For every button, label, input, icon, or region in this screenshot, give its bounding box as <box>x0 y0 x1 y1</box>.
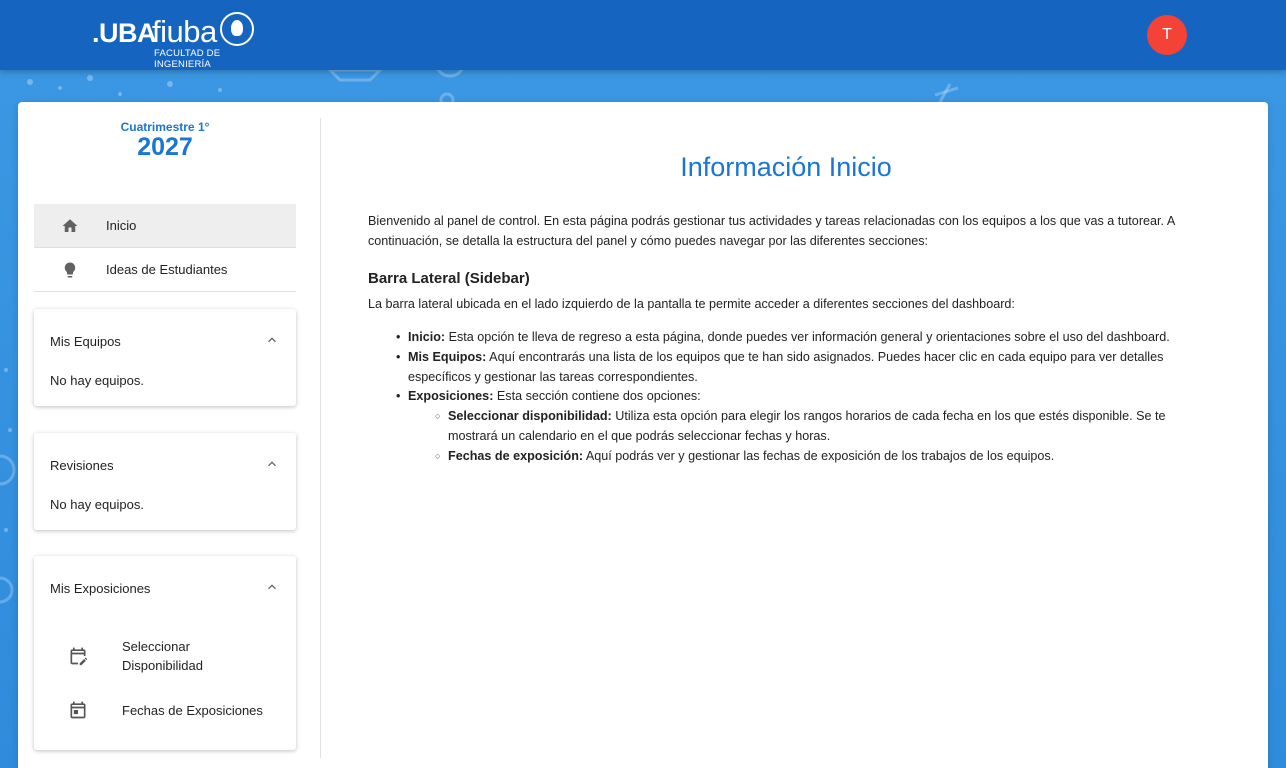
sidebar-description-list <box>368 328 1204 467</box>
sidebar-item-label: Inicio <box>106 218 137 233</box>
sidebar-divider <box>320 118 321 758</box>
home-icon <box>34 217 106 235</box>
term-year: 2027 <box>137 133 193 161</box>
user-avatar[interactable]: T <box>1147 15 1187 55</box>
logo-subtitle: FACULTAD DE INGENIERÍA <box>154 48 221 70</box>
main-card <box>18 102 1268 768</box>
sidebar <box>34 102 296 768</box>
top-app-bar <box>0 0 1286 70</box>
panel-revisiones <box>34 433 296 530</box>
sidebar-item-seleccionar-disponibilidad[interactable] <box>34 632 296 680</box>
panel-title: Revisiones <box>50 457 114 473</box>
list-item-text: Aquí encontrarás una lista de los equipos que te han sido asignados. Puedes hacer clic en cada equipo para ver detalles específicos y gestionar las tareas correspondientes. <box>408 349 1164 384</box>
sidebar-nav <box>34 204 296 292</box>
panel-empty-text: No hay equipos. <box>50 373 144 388</box>
list-item <box>408 348 1204 388</box>
sidebar-item-fechas-exposiciones[interactable] <box>34 686 296 734</box>
logo-uba-text: .UBA <box>92 18 156 48</box>
intro-paragraph: Bienvenido al panel de control. En esta página podrás gestionar tus actividades y tareas relacionadas con los equipos a los que vas a tutorear. A continuación, se detalla la estructura del panel y cómo puedes navegar por las diferentes secciones: <box>368 213 1175 248</box>
list-item-term: Fechas de exposición: <box>448 448 584 463</box>
section-intro: La barra lateral ubicada en el lado izquierdo de la pantalla te permite acceder a diferentes secciones del dashboard: <box>368 297 1015 312</box>
sub-list-item <box>448 447 1204 467</box>
term-label: Cuatrimestre 1° <box>120 120 210 134</box>
chevron-up-icon <box>264 332 280 351</box>
logo-fiuba-text: fiuba <box>152 14 217 49</box>
sidebar-item-inicio[interactable] <box>34 204 296 248</box>
page-title: Información Inicio <box>680 152 892 182</box>
chevron-up-icon <box>264 456 280 475</box>
sub-item-label: Fechas de Exposiciones <box>122 702 263 718</box>
term-info <box>34 120 296 162</box>
panel-title: Mis Equipos <box>50 333 121 349</box>
fiuba-logo[interactable] <box>92 12 262 70</box>
list-item-text: Utiliza esta opción para elegir los rangos horarios de cada fecha en los que estés disponible. Se te mostrará un calendario en el que podrás seleccionar fechas y horas. <box>448 409 1166 443</box>
panel-mis-exposiciones <box>34 556 296 750</box>
sidebar-item-ideas[interactable] <box>34 248 296 292</box>
sub-list <box>408 407 1204 466</box>
lightbulb-icon <box>34 261 106 279</box>
chevron-up-icon <box>264 579 280 598</box>
list-item <box>408 328 1204 348</box>
fiuba-seal-icon <box>220 12 254 46</box>
main-content <box>368 102 1204 467</box>
panel-empty-text: No hay equipos. <box>50 497 144 512</box>
panel-title: Mis Exposiciones <box>50 580 151 596</box>
sidebar-item-label: Ideas de Estudiantes <box>106 262 228 277</box>
list-item-term: Mis Equipos: <box>408 349 487 364</box>
list-item <box>408 387 1204 466</box>
list-item-term: Exposiciones: <box>408 389 494 404</box>
exposiciones-submenu <box>34 632 296 734</box>
list-item-text: Esta sección contiene dos opciones: <box>493 389 701 404</box>
section-title: Barra Lateral (Sidebar) <box>368 270 530 288</box>
sub-list-item <box>448 407 1204 447</box>
sub-item-label: Seleccionar Disponibilidad <box>122 639 203 673</box>
list-item-term: Inicio: <box>408 329 446 344</box>
list-item-text: Aquí podrás ver y gestionar las fechas de exposición de los trabajos de los equipos. <box>583 448 1055 463</box>
panel-revisiones-header[interactable] <box>34 433 296 497</box>
calendar-icon <box>34 700 122 720</box>
panel-mis-equipos <box>34 309 296 406</box>
list-item-term: Seleccionar disponibilidad: <box>448 409 612 424</box>
calendar-edit-icon <box>34 646 122 666</box>
list-item-text: Esta opción te lleva de regreso a esta página, donde puedes ver información general y orientaciones sobre el uso del dashboard. <box>445 329 1170 344</box>
panel-mis-equipos-header[interactable] <box>34 309 296 373</box>
panel-mis-exposiciones-header[interactable] <box>34 556 296 620</box>
